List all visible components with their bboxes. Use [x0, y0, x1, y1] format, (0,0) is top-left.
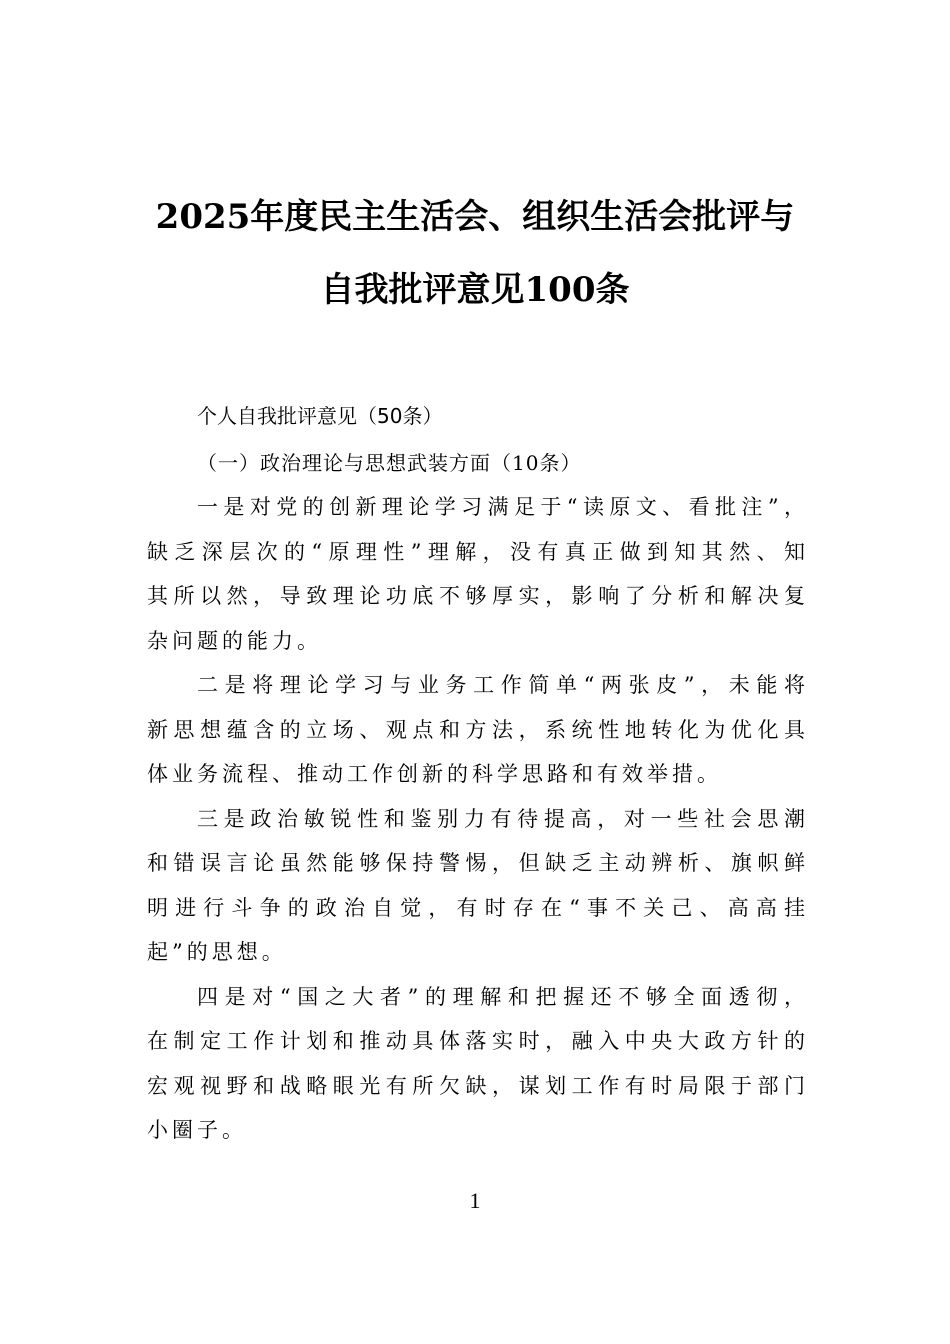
paragraph-line: 体业务流程、推动工作创新的科学思路和有效举措。 — [147, 762, 722, 786]
paragraph-line: 三是政治敏锐性和鉴别力有待提高，对一些社会思潮 — [197, 806, 805, 831]
paragraph-line: 缺乏深层次的“原理性”理解，没有真正做到知其然、知 — [147, 539, 805, 564]
paragraph-line: 其所以然，导致理论功底不够厚实，影响了分析和解决复 — [147, 584, 805, 608]
paragraph-line: 起”的思想。 — [147, 940, 287, 964]
paragraph — [147, 666, 805, 800]
paragraph-line: 在制定工作计划和推动具体落实时，融入中央大政方针的 — [147, 1029, 805, 1053]
paragraph-line: 宏观视野和战略眼光有所欠缺，谋划工作有时局限于部门 — [147, 1073, 805, 1098]
paragraph-line: 二是将理论学习与业务工作简单“两张皮”，未能将 — [197, 673, 805, 697]
paragraph — [147, 800, 805, 978]
paragraph-line: 和错误言论虽然能够保持警惕，但缺乏主动辨析、旗帜鲜 — [147, 851, 805, 875]
paragraph-line: 四是对“国之大者”的理解和把握还不够全面透彻， — [197, 984, 805, 1009]
paragraph-line: 明进行斗争的政治自觉，有时存在“事不关己、高高挂 — [147, 895, 805, 920]
document-title-line-2: 自我批评意见100条 — [320, 270, 630, 310]
paragraph-line: 小圈子。 — [147, 1118, 247, 1142]
paragraph-line: 杂问题的能力。 — [147, 628, 322, 653]
paragraph — [147, 488, 805, 666]
paragraph — [147, 978, 805, 1156]
subsection-heading: （一）政治理论与思想武装方面（10条） — [197, 451, 582, 475]
document-title-line-1: 2025年度民主生活会、组织生活会批评与 — [155, 197, 795, 237]
section-heading: 个人自我批评意见（50条） — [197, 404, 443, 428]
page-number: 1 — [469, 1188, 481, 1213]
paragraph-line: 一是对党的创新理论学习满足于“读原文、看批注”， — [197, 495, 805, 519]
paragraph-line: 新思想蕴含的立场、观点和方法，系统性地转化为优化具 — [147, 717, 805, 742]
document-body — [147, 488, 805, 1156]
